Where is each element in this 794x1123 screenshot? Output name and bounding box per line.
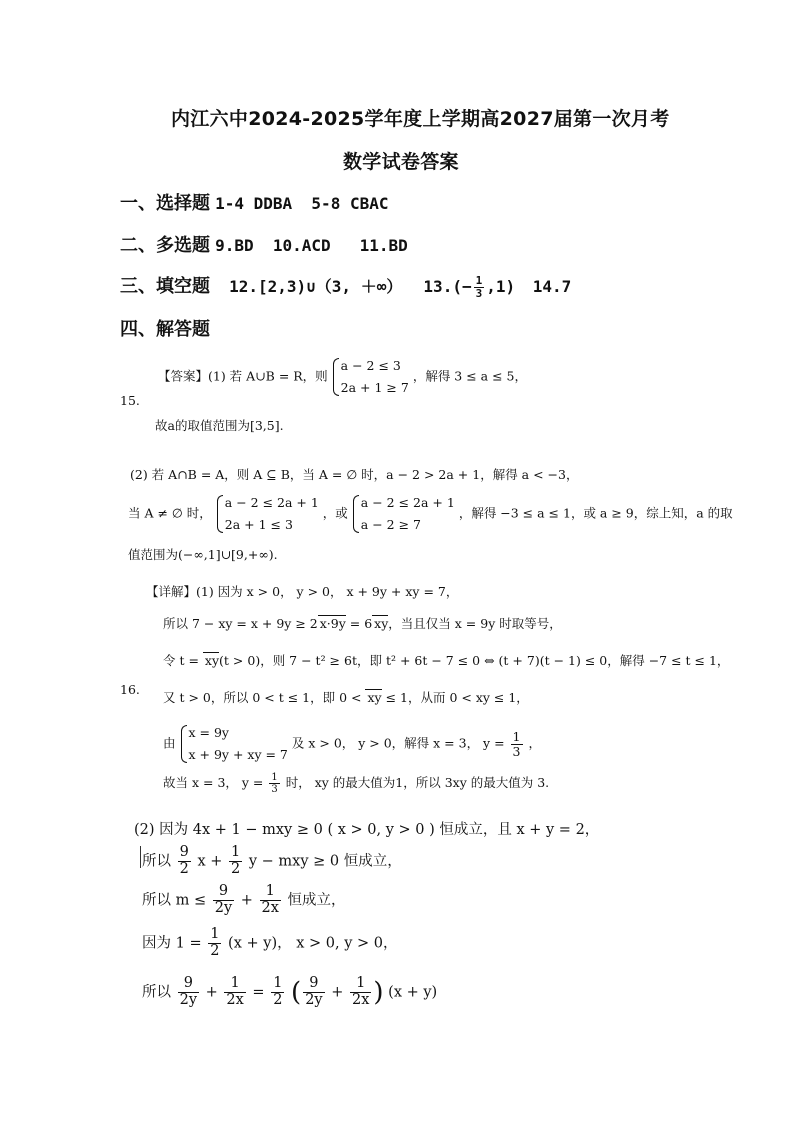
q15-part2-line1: (2) 若 A∩B = A，则 A ⊆ B，当 A = ∅ 时，a − 2 > 2a + 1，解得 a < −3， [130,467,579,482]
page-title: 内江六中2024-2025学年度上学期高2027届第一次月考 [171,108,670,130]
answer-13: 13.(− $\frac{1}{3}$ ,1) [423,273,516,300]
q15-answer-line1: 【答案】(1) 若 A∪B = R，则 a − 2 ≤ 3 2a + 1 ≥ 7 ，解得 3 ≤ a ≤ 5， [158,355,527,399]
section-choice [120,189,388,215]
q16-part2-line1: (2) 因为 4x + 1 − mxy ≥ 0 ( x > 0, y > 0 ) 恒成立，且 x + y = 2， [134,822,600,838]
equation-system: a − 2 ≤ 2a + 1 2a + 1 ≤ 3 [216,492,319,536]
question-number-15: 15. [120,393,140,408]
q16-line3: 令 t = xy(t > 0)，则 7 − t² ≥ 6t，即 t² + 6t − 7 ≤ 0 ⇔ (t + 7)(t − 1) ≤ 0，解得 −7 ≤ t ≤ 1， [163,653,730,668]
section-fill-blank [120,272,571,300]
fraction: $\frac{1}{3}$ [271,772,278,795]
q16-part2-line2: 所以 $\frac{9}{2}$ x + $\frac{1}{2}$ y − mxy ≥ 0 恒成立， [142,844,402,877]
section-label: 一、选择题 [120,193,210,214]
q16-line1: 【详解】(1) 因为 x > 0， y > 0， x + 9y + xy = 7， [146,584,459,599]
q16-line6: 故当 x = 3， y = $\frac{1}{3}$ 时， xy 的最大值为1，所以 3xy 的最大值为 3. [163,772,550,795]
q16-part2-line4: 因为 1 = $\frac{1}{2}$ (x + y)， x > 0, y > 0， [142,926,398,959]
equation-system: a − 2 ≤ 3 2a + 1 ≥ 7 [332,355,409,399]
question-number-16: 16. [120,682,140,697]
equation-system: a − 2 ≤ 2a + 1 a − 2 ≥ 7 [352,492,455,536]
q16-line4: 又 t > 0，所以 0 < t ≤ 1，即 0 < xy ≤ 1，从而 0 < xy ≤ 1， [163,690,529,705]
section-multi-choice [120,231,408,257]
q15-answer-line2: 故a的取值范围为[3,5]. [155,418,284,433]
answer-14: 14.7 [532,277,572,296]
page-subtitle: 数学试卷答案 [343,151,459,173]
section-solutions-label: 四、解答题 [120,319,210,340]
q16-part2-line3: 所以 m ≤ $\frac{9}{2y}$ + $\frac{1}{2x}$ 恒成立， [142,883,346,916]
section-label: 三、填空题 [120,276,210,297]
section-label: 二、多选题 [120,235,210,256]
answer-12: 12.[2,3)∪（3, ＋∞） [229,277,403,296]
q15-part2-line3: 值范围为(−∞,1]∪[9,+∞). [128,547,278,562]
q16-line2: 所以 7 − xy = x + 9y ≥ 2 x·9y = 6 xy，当且仅当 x = 9y 时取等号， [163,616,562,631]
choice-answers: 1-4 DDBA 5-8 CBAC [215,194,389,213]
q16-part2-line5: 所以 $\frac{9}{2y}$ + $\frac{1}{2x}$ = $\frac{1}{2}$ ( $\frac{9}{2y}$ + $\frac{1}{2x}$ ) (x + y) [142,975,438,1008]
fraction: $\frac{1}{3}$ [512,728,521,759]
multi-choice-answers: 9.BD 10.ACD 11.BD [215,236,408,255]
equation-system: x = 9y x + 9y + xy = 7 [180,722,288,766]
q15-part2-line2: 当 A ≠ ∅ 时， a − 2 ≤ 2a + 1 2a + 1 ≤ 3 ，或 a − 2 ≤ 2a + 1 a − 2 ≥ 7 ，解得 −3 ≤ a ≤ 1，或 a ≥ 9，综上知，a 的取 [128,492,733,536]
text-cursor [140,846,141,868]
q16-line5: 由 x = 9y x + 9y + xy = 7 及 x > 0， y > 0，解得 x = 3， y = $\frac{1}{3}$ ， [163,722,541,766]
